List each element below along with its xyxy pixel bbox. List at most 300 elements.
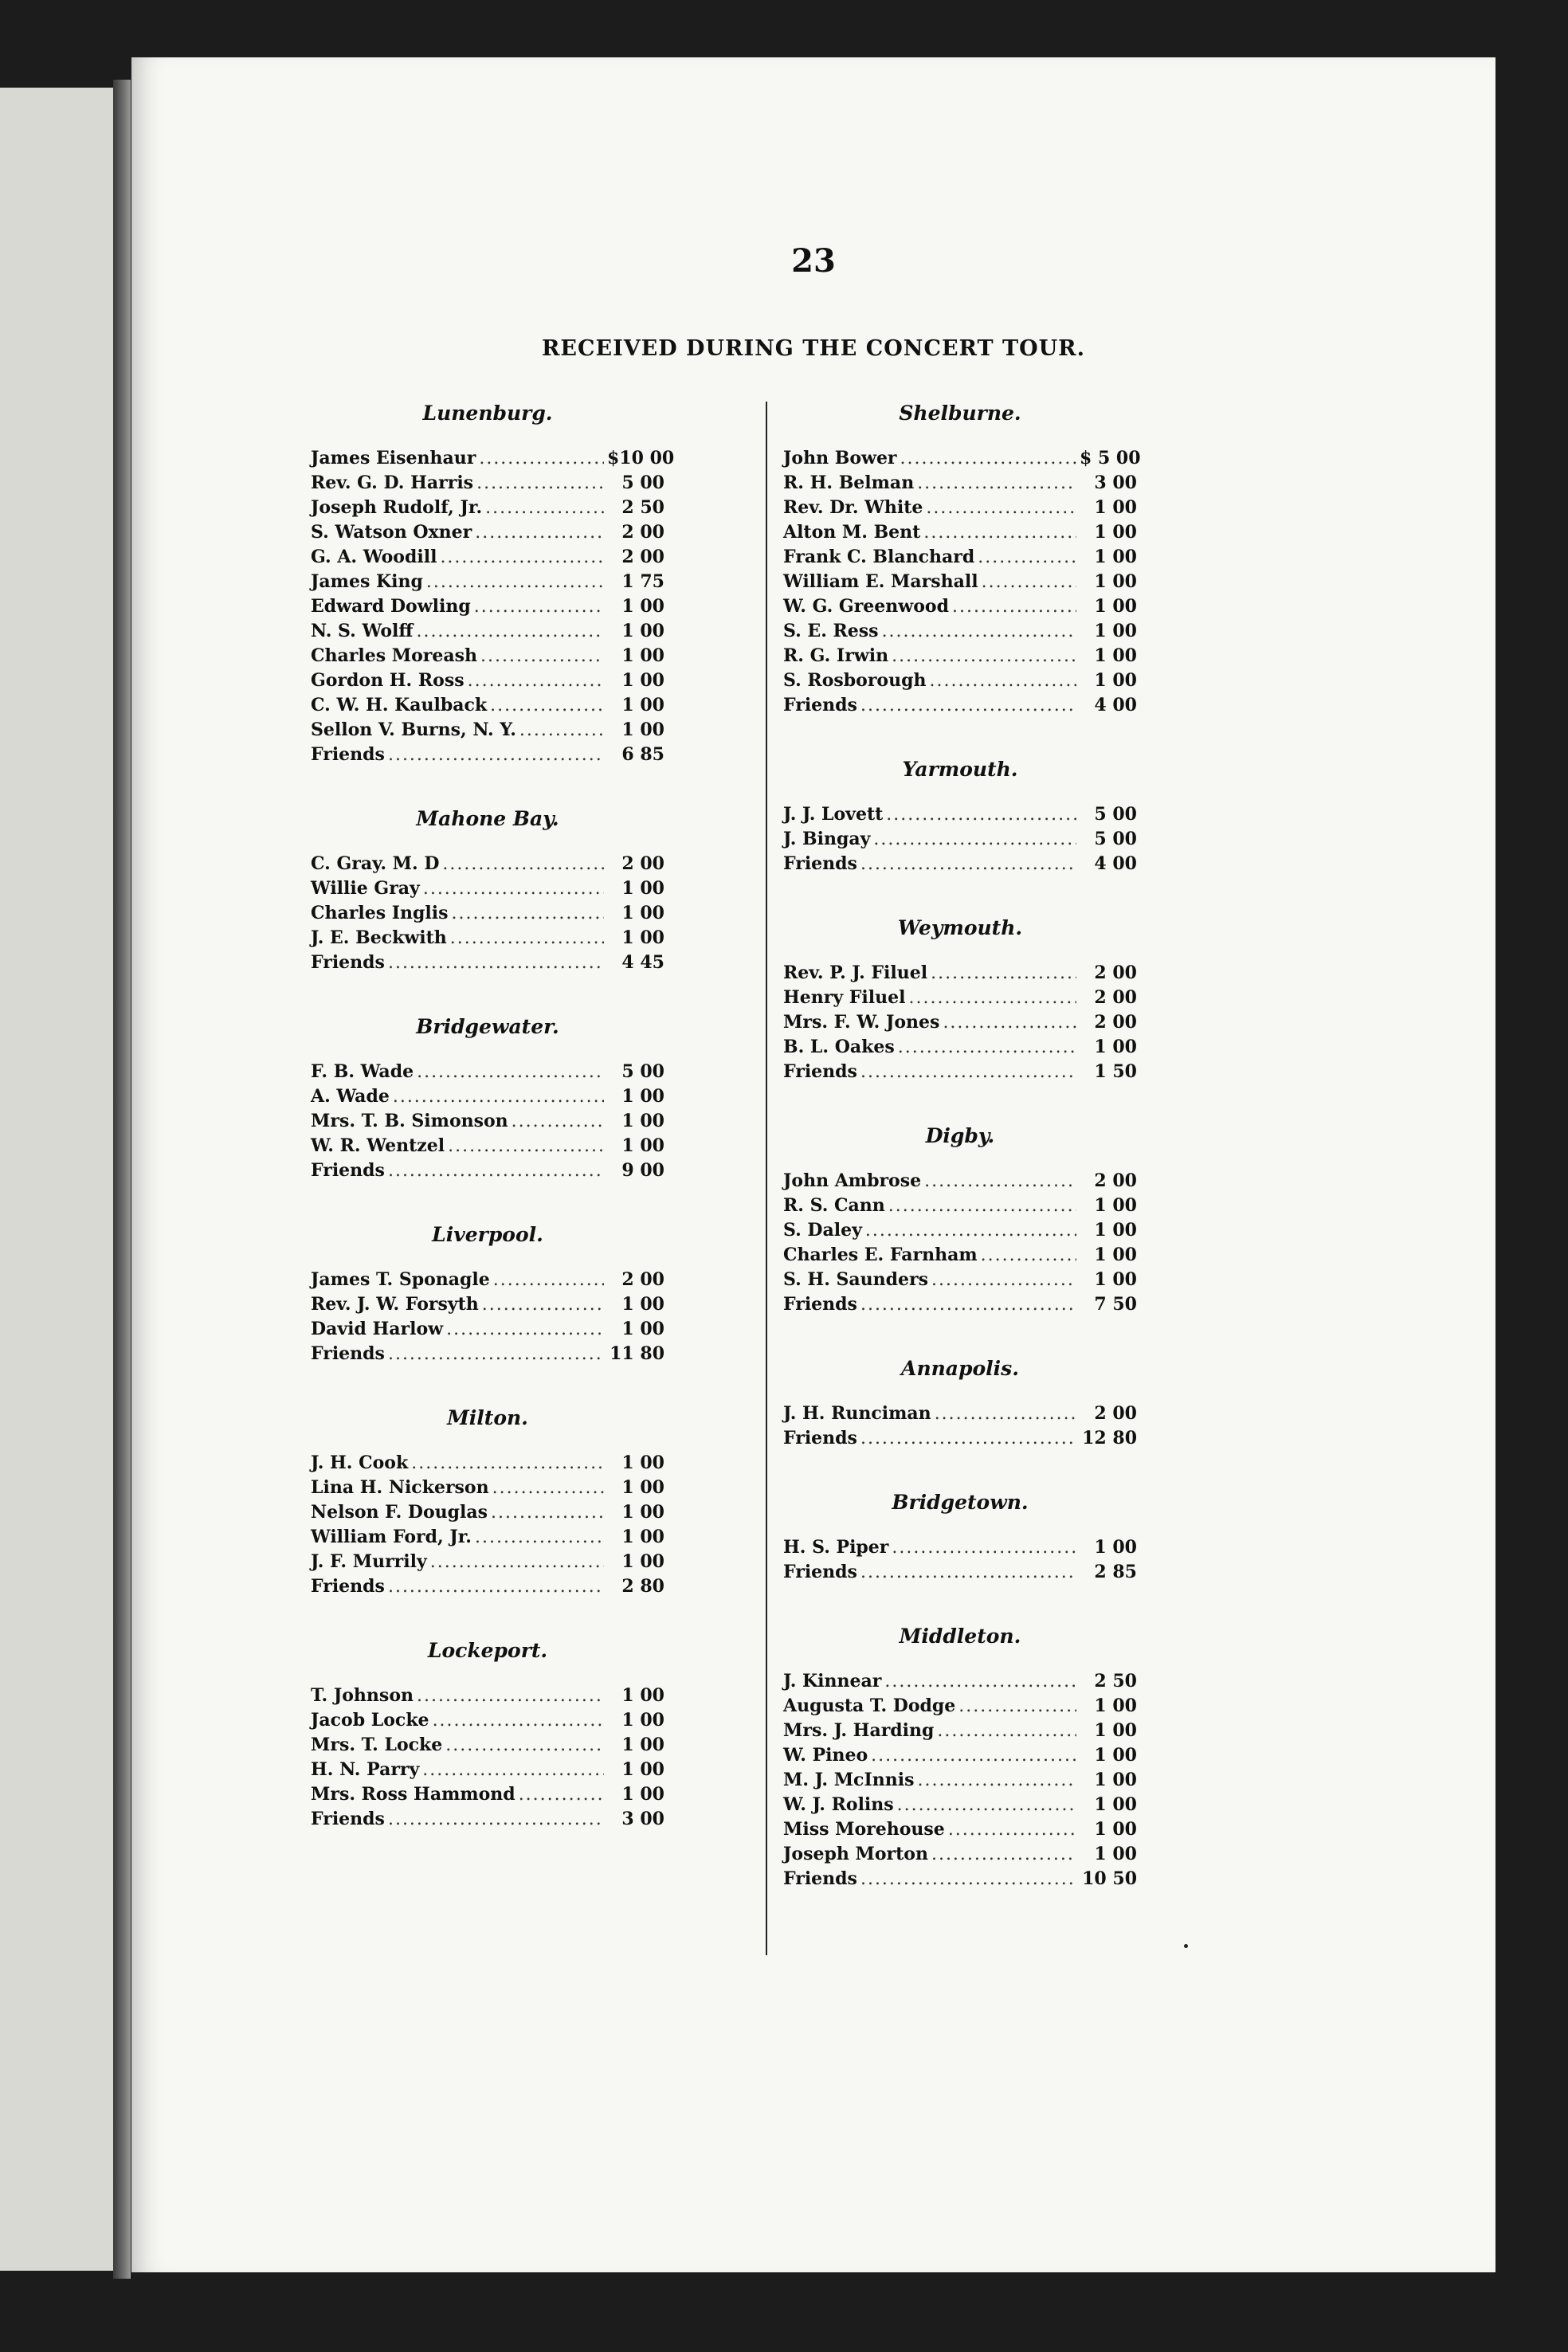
- donation-amount: 1 00: [621, 1135, 664, 1156]
- donor-entry: [311, 1084, 664, 1109]
- town-heading: Lockeport.: [427, 1639, 548, 1662]
- dot-leader: [982, 570, 1076, 594]
- donor-name: John Ambrose: [783, 1170, 922, 1191]
- donation-amount: 1 00: [621, 1784, 664, 1805]
- donor-entry: [783, 1169, 1137, 1194]
- donation-amount: 1 00: [1094, 1220, 1137, 1241]
- dot-leader: [448, 1134, 604, 1158]
- donor-name: Mrs. J. Harding: [783, 1720, 935, 1741]
- donor-entry: [783, 827, 1137, 852]
- donor-name: Frank C. Blanchard: [783, 547, 975, 567]
- donation-amount: 1 00: [621, 1294, 664, 1315]
- town-section: [311, 1637, 664, 1832]
- donation-amount: 12 80: [1082, 1428, 1137, 1448]
- donor-name: Rev. G. D. Harris: [311, 472, 474, 493]
- donation-amount: 2 80: [621, 1576, 664, 1597]
- town-section: [311, 400, 675, 767]
- donor-entry: [311, 1550, 664, 1574]
- donor-entry: [783, 802, 1137, 827]
- donor-name: J. F. Murrily: [311, 1551, 427, 1572]
- donor-name: Edward Dowling: [311, 596, 471, 617]
- donor-entry: [783, 1535, 1137, 1560]
- donor-name: Henry Filuel: [783, 987, 906, 1008]
- donor-name: H. N. Parry: [311, 1759, 420, 1780]
- donation-amount: 1 00: [621, 1502, 664, 1523]
- donation-amount: 1 00: [621, 1527, 664, 1547]
- donor-entry: [311, 471, 664, 496]
- donation-amount: 1 00: [1094, 547, 1137, 567]
- donation-amount: 2 00: [1094, 1012, 1137, 1033]
- dot-leader: [490, 693, 604, 718]
- dot-leader: [929, 668, 1076, 693]
- donation-amount: 1 00: [621, 1086, 664, 1107]
- donor-entry: [311, 520, 664, 545]
- dot-leader: [491, 1500, 604, 1525]
- donor-name: C. W. H. Kaulback: [311, 695, 488, 715]
- donor-entry: [783, 545, 1137, 570]
- dot-leader: [430, 1550, 604, 1574]
- town-heading: Lunenburg.: [422, 402, 553, 425]
- dot-leader: [931, 961, 1076, 986]
- dot-leader: [411, 1451, 604, 1476]
- donation-amount: 1 00: [1094, 645, 1137, 666]
- donation-amount: 1 00: [1094, 670, 1137, 691]
- donor-name: James King: [311, 571, 423, 592]
- donor-name: Joseph Morton: [783, 1844, 928, 1864]
- dot-leader: [892, 644, 1076, 668]
- donor-name: Friends: [311, 744, 385, 765]
- donor-name: Rev. Dr. White: [783, 497, 923, 518]
- donor-name: Friends: [783, 1294, 857, 1315]
- page-number: 23: [791, 242, 836, 280]
- donation-amount: 1 00: [621, 903, 664, 923]
- donation-amount: 2 00: [621, 1269, 664, 1290]
- donor-entry: [783, 1243, 1137, 1268]
- donation-amount: 2 85: [1094, 1562, 1137, 1582]
- dot-leader: [519, 1782, 604, 1807]
- dot-leader: [416, 619, 604, 644]
- dot-leader: [917, 471, 1076, 496]
- donor-name: J. Bingay: [783, 829, 871, 849]
- donor-entry: [311, 1268, 664, 1292]
- donor-entry: [783, 1218, 1137, 1243]
- town-section: [783, 1355, 1137, 1451]
- donor-entry: [311, 1758, 664, 1782]
- donor-entry: [783, 619, 1137, 644]
- donation-amount: 1 00: [621, 621, 664, 641]
- donor-name: S. Daley: [783, 1220, 862, 1241]
- donor-name: Friends: [783, 1061, 857, 1082]
- donor-name: Lina H. Nickerson: [311, 1477, 489, 1498]
- dot-leader: [871, 1743, 1076, 1768]
- dot-leader: [388, 1342, 604, 1366]
- donor-name: W. R. Wentzel: [311, 1135, 445, 1156]
- donor-name: Friends: [783, 853, 857, 874]
- dot-leader: [480, 644, 604, 668]
- dot-leader: [923, 520, 1076, 545]
- town-heading: Shelburne.: [899, 402, 1021, 425]
- donation-amount: 1 00: [621, 1759, 664, 1780]
- donor-entry: [783, 1560, 1137, 1585]
- dot-leader: [884, 1669, 1076, 1694]
- donor-entry: [311, 1109, 664, 1134]
- town-heading: Yarmouth.: [902, 758, 1018, 781]
- donor-name: Friends: [311, 1576, 385, 1597]
- donor-name: John Bower: [783, 448, 897, 468]
- dot-leader: [937, 1719, 1076, 1743]
- dot-leader: [882, 619, 1076, 644]
- donation-amount: 1 00: [1094, 522, 1137, 543]
- town-section: [311, 1013, 664, 1183]
- dot-leader: [935, 1401, 1076, 1426]
- donor-entry: [783, 570, 1137, 594]
- dot-leader: [886, 802, 1076, 827]
- donor-entry: [311, 496, 664, 520]
- donation-amount: 1 00: [1094, 1819, 1137, 1840]
- donation-amount: 2 00: [1094, 987, 1137, 1008]
- donor-name: Willie Gray: [311, 878, 420, 899]
- donation-amount: 1 00: [621, 1452, 664, 1473]
- donor-entry: [783, 1060, 1137, 1084]
- donation-amount: 1 00: [1094, 571, 1137, 592]
- donor-entry: [311, 743, 664, 767]
- donor-name: A. Wade: [311, 1086, 390, 1107]
- donor-name: F. B. Wade: [311, 1061, 414, 1082]
- donor-name: Joseph Rudolf, Jr.: [311, 497, 483, 518]
- donor-entry: [783, 496, 1137, 520]
- donor-name: Friends: [311, 1809, 385, 1829]
- dot-leader: [931, 1268, 1076, 1292]
- dot-leader: [388, 1807, 604, 1832]
- dot-leader: [892, 1535, 1076, 1560]
- dot-leader: [393, 1084, 604, 1109]
- donor-name: C. Gray. M. D: [311, 853, 440, 874]
- donor-name: Mrs. F. W. Jones: [783, 1012, 940, 1033]
- donor-name: W. J. Rolins: [783, 1794, 894, 1815]
- dot-leader: [948, 1817, 1076, 1842]
- donation-amount: 10 50: [1082, 1868, 1137, 1889]
- donor-name: James Eisenhaur: [311, 448, 476, 468]
- donor-entry: [311, 718, 664, 743]
- town-section: [783, 1489, 1137, 1585]
- donor-name: Friends: [311, 1343, 385, 1364]
- donation-amount: 2 00: [1094, 1403, 1137, 1424]
- donation-amount: 1 00: [1094, 1245, 1137, 1265]
- donation-amount: 1 00: [621, 1735, 664, 1755]
- donor-entry: [783, 471, 1137, 496]
- left-column: [311, 400, 675, 1870]
- town-heading: Bridgewater.: [416, 1015, 559, 1038]
- donor-entry: [311, 1476, 664, 1500]
- dot-leader: [445, 1733, 604, 1758]
- dot-leader: [860, 852, 1076, 876]
- donation-amount: 5 00: [621, 472, 664, 493]
- donation-amount: 4 00: [1094, 695, 1137, 715]
- town-heading: Weymouth.: [897, 916, 1023, 939]
- donor-name: Nelson F. Douglas: [311, 1502, 488, 1523]
- town-section: [783, 1123, 1137, 1317]
- donation-amount: 1 00: [621, 1111, 664, 1131]
- donor-name: James T. Sponagle: [311, 1269, 490, 1290]
- dot-leader: [926, 496, 1076, 520]
- town-heading: Bridgetown.: [892, 1491, 1029, 1514]
- donation-amount: 11 80: [610, 1343, 664, 1364]
- donor-name: William Ford, Jr.: [311, 1527, 472, 1547]
- donor-name: Augusta T. Dodge: [783, 1695, 956, 1716]
- donation-amount: 1 50: [1094, 1061, 1137, 1082]
- dot-leader: [943, 1010, 1076, 1035]
- book-gutter: [113, 80, 131, 2279]
- dot-leader: [475, 1525, 604, 1550]
- dot-leader: [452, 901, 604, 926]
- donor-entry: [783, 446, 1141, 471]
- donor-name: J. E. Beckwith: [311, 927, 447, 948]
- donor-entry: [311, 619, 664, 644]
- donor-entry: [311, 570, 664, 594]
- donor-name: Rev. P. J. Filuel: [783, 962, 928, 983]
- donation-amount: $ 5 00: [1080, 448, 1141, 468]
- dot-leader: [888, 1194, 1076, 1218]
- donor-entry: [783, 986, 1137, 1010]
- donation-amount: 1 00: [621, 927, 664, 948]
- dot-leader: [423, 876, 604, 901]
- facing-page-edge: [0, 88, 120, 2271]
- dot-leader: [388, 1574, 604, 1599]
- donor-name: Friends: [783, 695, 857, 715]
- donation-amount: 2 00: [621, 547, 664, 567]
- donation-amount: 2 00: [1094, 1170, 1137, 1191]
- donor-name: Friends: [311, 952, 385, 973]
- donor-name: S. E. Ress: [783, 621, 879, 641]
- dot-leader: [417, 1684, 604, 1708]
- dot-leader: [952, 594, 1076, 619]
- donor-entry: [783, 1719, 1137, 1743]
- donor-entry: [783, 1268, 1137, 1292]
- dot-leader: [931, 1842, 1076, 1867]
- donation-amount: 1 00: [1094, 1720, 1137, 1741]
- donor-entry: [783, 1426, 1137, 1451]
- donation-amount: 1 00: [621, 695, 664, 715]
- dot-leader: [492, 1476, 604, 1500]
- donor-name: S. Rosborough: [783, 670, 927, 691]
- donor-entry: [783, 961, 1137, 986]
- donor-name: M. J. McInnis: [783, 1770, 915, 1790]
- donation-amount: 1 00: [1094, 1844, 1137, 1864]
- dot-leader: [860, 1867, 1076, 1891]
- town-heading: Mahone Bay.: [416, 807, 559, 830]
- donor-name: S. H. Saunders: [783, 1269, 929, 1290]
- donor-entry: [311, 852, 664, 876]
- donor-name: Charles Inglis: [311, 903, 449, 923]
- dot-leader: [442, 852, 604, 876]
- dot-leader: [860, 1292, 1076, 1317]
- donor-name: W. Pineo: [783, 1745, 868, 1766]
- dot-leader: [417, 1060, 604, 1084]
- dot-leader: [482, 1292, 604, 1317]
- donor-entry: [783, 1669, 1137, 1694]
- donor-entry: [783, 1842, 1137, 1867]
- donation-amount: 1 00: [1094, 1794, 1137, 1815]
- donation-amount: 6 85: [621, 744, 664, 765]
- donor-entry: [783, 1401, 1137, 1426]
- donor-name: Friends: [311, 1160, 385, 1181]
- donation-amount: 1 00: [621, 1685, 664, 1706]
- donation-amount: 1 75: [621, 571, 664, 592]
- town-heading: Middleton.: [899, 1625, 1021, 1648]
- town-heading: Annapolis.: [901, 1357, 1019, 1380]
- donation-amount: 1 00: [621, 670, 664, 691]
- donor-entry: [783, 1817, 1137, 1842]
- dot-leader: [897, 1793, 1076, 1817]
- donation-amount: 4 45: [621, 952, 664, 973]
- donor-entry: [311, 1500, 664, 1525]
- donation-amount: 1 00: [1094, 1269, 1137, 1290]
- donor-name: Mrs. Ross Hammond: [311, 1784, 515, 1805]
- donation-amount: 5 00: [621, 1061, 664, 1082]
- donor-name: N. S. Wolff: [311, 621, 414, 641]
- document-page: [131, 57, 1495, 2272]
- donor-name: W. G. Greenwood: [783, 596, 949, 617]
- donor-entry: [311, 1782, 664, 1807]
- donation-amount: 1 00: [621, 1710, 664, 1731]
- town-section: [311, 1405, 664, 1599]
- donor-name: B. L. Oakes: [783, 1037, 895, 1057]
- town-section: [783, 1623, 1137, 1891]
- donor-entry: [783, 1867, 1137, 1891]
- donor-name: Rev. J. W. Forsyth: [311, 1294, 479, 1315]
- dot-leader: [475, 520, 604, 545]
- donor-entry: [783, 1694, 1137, 1719]
- town-heading: Digby.: [925, 1124, 995, 1147]
- donation-amount: 2 50: [621, 497, 664, 518]
- dot-leader: [900, 446, 1076, 471]
- donation-amount: 5 00: [1094, 804, 1137, 825]
- donor-entry: [311, 446, 675, 471]
- donor-entry: [311, 1158, 664, 1183]
- donor-name: Friends: [783, 1562, 857, 1582]
- donation-amount: 1 00: [1094, 1195, 1137, 1216]
- dot-leader: [981, 1243, 1076, 1268]
- donor-entry: [311, 876, 664, 901]
- donor-name: J. H. Runciman: [783, 1403, 931, 1424]
- right-column: [783, 400, 1141, 1930]
- donation-amount: 1 00: [621, 1551, 664, 1572]
- dot-leader: [479, 446, 604, 471]
- dot-leader: [924, 1169, 1076, 1194]
- donor-entry: [311, 1292, 664, 1317]
- donor-entry: [311, 1342, 664, 1366]
- donor-name: David Harlow: [311, 1319, 444, 1339]
- donor-entry: [311, 1574, 664, 1599]
- donor-name: Alton M. Bent: [783, 522, 921, 543]
- donor-name: Friends: [783, 1868, 857, 1889]
- print-speck: [1184, 1944, 1188, 1948]
- town-heading: Liverpool.: [432, 1223, 543, 1246]
- donation-amount: 9 00: [621, 1160, 664, 1181]
- donor-entry: [311, 693, 664, 718]
- dot-leader: [388, 951, 604, 975]
- dot-leader: [860, 1426, 1076, 1451]
- donor-name: J. Kinnear: [783, 1671, 882, 1691]
- town-heading: Milton.: [447, 1406, 528, 1429]
- donation-amount: 1 00: [1094, 1537, 1137, 1558]
- donor-entry: [311, 1060, 664, 1084]
- dot-leader: [909, 986, 1077, 1010]
- donor-entry: [783, 594, 1137, 619]
- dot-leader: [450, 926, 604, 951]
- dot-leader: [422, 1758, 604, 1782]
- dot-leader: [860, 1060, 1076, 1084]
- dot-leader: [474, 594, 604, 619]
- donation-amount: 2 50: [1094, 1671, 1137, 1691]
- donation-amount: 1 00: [621, 1319, 664, 1339]
- dot-leader: [476, 471, 604, 496]
- donor-name: J. H. Cook: [311, 1452, 409, 1473]
- dot-leader: [917, 1768, 1076, 1793]
- donor-entry: [783, 1194, 1137, 1218]
- dot-leader: [493, 1268, 604, 1292]
- donor-entry: [311, 926, 664, 951]
- dot-leader: [519, 718, 604, 743]
- donation-amount: 2 00: [1094, 962, 1137, 983]
- donor-name: J. J. Lovett: [783, 804, 884, 825]
- donor-entry: [311, 1525, 664, 1550]
- donor-entry: [311, 901, 664, 926]
- dot-leader: [873, 827, 1076, 852]
- dot-leader: [388, 743, 604, 767]
- donor-entry: [783, 644, 1137, 668]
- town-section: [311, 806, 664, 975]
- donor-entry: [311, 668, 664, 693]
- donor-entry: [311, 1708, 664, 1733]
- donor-name: Charles Moreash: [311, 645, 477, 666]
- dot-leader: [978, 545, 1076, 570]
- donor-name: R. H. Belman: [783, 472, 915, 493]
- page-heading: RECEIVED DURING THE CONCERT TOUR.: [541, 336, 1085, 361]
- dot-leader: [468, 668, 604, 693]
- donor-entry: [783, 1743, 1137, 1768]
- dot-leader: [512, 1109, 604, 1134]
- donor-entry: [783, 520, 1137, 545]
- donor-entry: [311, 594, 664, 619]
- donor-name: H. S. Piper: [783, 1537, 889, 1558]
- donation-amount: 1 00: [1094, 1695, 1137, 1716]
- donor-entry: [311, 1807, 664, 1832]
- dot-leader: [860, 1560, 1076, 1585]
- donation-amount: 1 00: [621, 645, 664, 666]
- donor-name: Friends: [783, 1428, 857, 1448]
- donor-entry: [783, 1292, 1137, 1317]
- donation-amount: 5 00: [1094, 829, 1137, 849]
- town-section: [783, 915, 1137, 1084]
- donation-amount: 7 50: [1094, 1294, 1137, 1315]
- dot-leader: [865, 1218, 1076, 1243]
- dot-leader: [860, 693, 1076, 718]
- dot-leader: [426, 570, 604, 594]
- donor-name: Mrs. T. Locke: [311, 1735, 443, 1755]
- donation-amount: 1 00: [1094, 1770, 1137, 1790]
- dot-leader: [440, 545, 604, 570]
- dot-leader: [446, 1317, 604, 1342]
- donation-amount: 4 00: [1094, 853, 1137, 874]
- donation-amount: 1 00: [1094, 1037, 1137, 1057]
- town-section: [311, 1221, 664, 1366]
- donation-amount: 3 00: [621, 1809, 664, 1829]
- donor-entry: [783, 852, 1137, 876]
- donor-entry: [311, 1317, 664, 1342]
- donation-amount: $10 00: [607, 448, 675, 468]
- donor-entry: [311, 644, 664, 668]
